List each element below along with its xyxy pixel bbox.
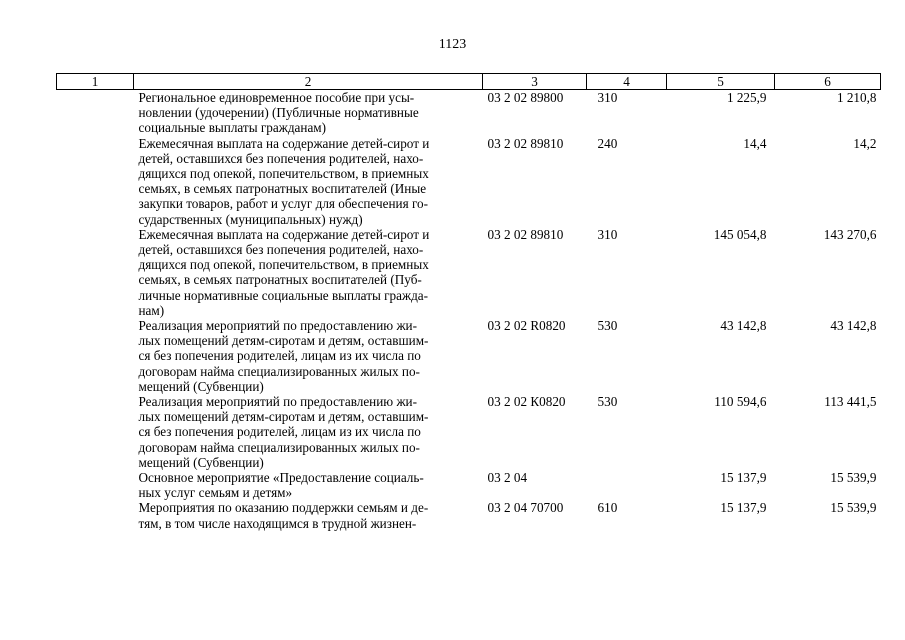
row-name-line: дящихся под опекой, попечительством, в приемных: [138, 257, 429, 273]
row-name-line: Ежемесячная выплата на содержание детей-сирот и: [138, 226, 430, 242]
row-value-6: 15 539,9: [830, 500, 877, 516]
row-empty-cell: [57, 394, 134, 470]
table-row: [57, 318, 881, 394]
table-row: [57, 90, 881, 136]
row-empty-cell: [57, 136, 134, 227]
row-name: [134, 394, 483, 470]
row-code: 03 2 04: [487, 470, 528, 486]
row-expense-type: 310: [597, 90, 618, 105]
row-name-line: лых помещений детям-сиротам и детям, оставшим-: [138, 333, 429, 349]
column-header-5: 5: [667, 74, 775, 90]
row-name-line: лых помещений детям-сиротам и детям, оставшим-: [138, 409, 429, 425]
budget-table: [56, 73, 881, 531]
row-value-6: 1 210,8: [836, 90, 877, 105]
row-name-line: Мероприятия по оказанию поддержки семьям и де-: [138, 500, 429, 516]
table-row: [57, 500, 881, 530]
row-value-5: 14,4: [743, 135, 767, 151]
table-row: [57, 394, 881, 470]
row-name-line: социальные выплаты гражданам): [138, 120, 327, 136]
row-value-6: 143 270,6: [823, 226, 877, 242]
row-name: [134, 500, 483, 530]
row-name-line: Региональное единовременное пособие при усы-: [138, 90, 415, 105]
row-name: [134, 136, 483, 227]
row-empty-cell: [57, 500, 134, 530]
row-name: [134, 90, 483, 136]
row-name-line: тям, в том числе находящимся в трудной жизнен-: [138, 515, 417, 531]
row-name-line: ся без попечения родителей, лицам из их числа по: [138, 424, 421, 440]
row-name-line: Реализация мероприятий по предоставлению жи-: [138, 318, 418, 334]
row-expense-type: 240: [597, 135, 618, 151]
row-code: 03 2 02 89810: [487, 226, 564, 242]
row-name-line: детей, оставшихся без попечения родителей, нахо-: [138, 150, 424, 166]
column-header-2: 2: [134, 74, 483, 90]
row-name-line: закупки товаров, работ и услуг для обеспечения го-: [138, 196, 429, 212]
row-code: 03 2 02 R0820: [487, 318, 566, 334]
row-name: [134, 318, 483, 394]
row-expense-type: 530: [597, 318, 618, 334]
page-number: 1123: [438, 37, 467, 52]
row-name-line: сударственных (муниципальных) нужд): [138, 211, 363, 227]
table-row: [57, 136, 881, 227]
row-value-5: 110 594,6: [714, 394, 767, 410]
row-name-line: детей, оставшихся без попечения родителей, нахо-: [138, 242, 424, 258]
row-name-line: Основное мероприятие «Предоставление социаль-: [138, 470, 424, 486]
row-name-line: личные нормативные социальные выплаты гражда-: [138, 287, 429, 303]
row-value-5: 1 225,9: [726, 90, 767, 105]
row-name-line: Ежемесячная выплата на содержание детей-сирот и: [138, 135, 430, 151]
row-expense-type: 310: [597, 226, 618, 242]
row-empty-cell: [57, 470, 134, 500]
column-header-1: 1: [57, 74, 134, 90]
row-name: [134, 227, 483, 318]
row-name-line: Реализация мероприятий по предоставлению жи-: [138, 394, 418, 410]
row-name-line: семьях, в семьях патронатных воспитателей (Иные: [138, 181, 427, 197]
column-header-3: 3: [483, 74, 587, 90]
row-empty-cell: [57, 227, 134, 318]
column-header-4: 4: [587, 74, 667, 90]
row-value-5: 43 142,8: [720, 318, 767, 334]
table-row: [57, 470, 881, 500]
row-expense-type: 530: [597, 394, 618, 410]
column-header-6: 6: [775, 74, 881, 90]
row-name: [134, 470, 483, 500]
row-expense-type: 610: [597, 500, 618, 516]
row-code: 03 2 04 70700: [487, 500, 564, 516]
row-code: 03 2 02 89800: [487, 90, 564, 105]
row-empty-cell: [57, 90, 134, 136]
row-name-line: нам): [138, 302, 165, 318]
row-value-6: 15 539,9: [830, 470, 877, 486]
row-value-6: 14,2: [853, 135, 877, 151]
row-code: 03 2 02 89810: [487, 135, 564, 151]
row-name-line: договорам найма специализированных жилых по-: [138, 439, 420, 455]
row-value-5: 15 137,9: [720, 500, 767, 516]
row-name-line: мещений (Субвенции): [138, 454, 264, 470]
row-name-line: договорам найма специализированных жилых по-: [138, 363, 420, 379]
row-expense-type: [587, 470, 667, 500]
row-name-line: семьях, в семьях патронатных воспитателей (Пуб-: [138, 272, 422, 288]
row-value-6: 43 142,8: [830, 318, 877, 334]
row-name-line: ных услуг семьям и детям»: [138, 485, 293, 501]
row-name-line: мещений (Субвенции): [138, 378, 264, 394]
row-name-line: новлении (удочерении) (Публичные нормативные: [138, 105, 419, 121]
row-value-5: 15 137,9: [720, 470, 767, 486]
row-empty-cell: [57, 318, 134, 394]
table-row: [57, 227, 881, 318]
row-value-6: 113 441,5: [824, 394, 877, 410]
header-row: [57, 74, 881, 90]
row-name-line: ся без попечения родителей, лицам из их числа по: [138, 348, 421, 364]
row-code: 03 2 02 К0820: [487, 394, 566, 410]
row-value-5: 145 054,8: [713, 226, 767, 242]
row-name-line: дящихся под опекой, попечительством, в приемных: [138, 166, 429, 182]
